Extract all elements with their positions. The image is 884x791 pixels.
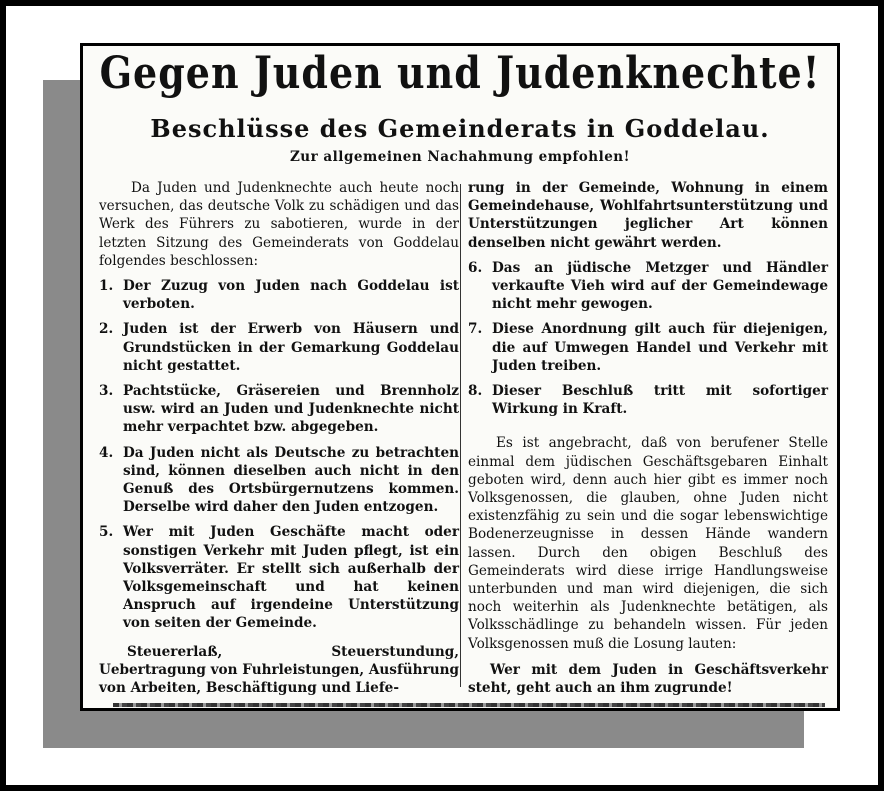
resolution-item <box>99 382 459 437</box>
resolution-item <box>468 382 828 418</box>
resolution-item <box>468 259 828 314</box>
item-text: Dieser Beschluß tritt mit sofortiger Wirkung in Kraft. <box>492 383 828 418</box>
item-number: 8. <box>468 383 483 400</box>
closing-motto: Wer mit dem Juden in Geschäftsverkehr steht, geht auch an ihm zugrunde! <box>468 661 828 697</box>
item-text: Diese Anordnung gilt auch für diejenigen, die auf Umwegen Handel und Verkehr mit Juden treiben. <box>492 321 828 374</box>
item-text: Da Juden nicht als Deutsche zu betrachten sind, können dieselben auch nicht in den Genuß des Ortsbürgernutzens kommen. Derselbe wird daher den Juden entzogen. <box>123 444 459 516</box>
item-number: 6. <box>468 259 483 276</box>
resolution-item <box>99 444 459 517</box>
item5-continuation-end: rung in der Gemeinde, Wohnung in einem Gemeindehause, Wohlfahrtsunterstützung und Unterstützungen jeglicher Art können denselben nicht gewährt werden. <box>468 180 828 251</box>
resolution-item <box>99 320 459 375</box>
item-text: Juden ist der Erwerb von Häusern und Grundstücken in der Gemarkung Goddelau nicht gestattet. <box>123 321 459 374</box>
resolution-item <box>99 277 459 313</box>
tagline: Zur allgemeinen Nachahmung empfohlen! <box>289 149 631 165</box>
item-text: Das an jüdische Metzger und Händler verkaufte Vieh wird auf der Gemeindewage nicht mehr gewogen. <box>492 259 828 313</box>
item-number: 3. <box>99 383 114 400</box>
torn-bottom-edge <box>113 703 825 707</box>
item-text: Der Zuzug von Juden nach Goddelau ist verboten. <box>123 278 459 313</box>
column-divider <box>460 184 461 687</box>
headline: Gegen Juden und Judenknechte! <box>99 46 821 99</box>
intro-paragraph: Da Juden und Judenknechte auch heute noch versuchen, das deutsche Volk zu schädigen und das Werk des Führers zu sabotieren, wurde in der letzten Sitzung des Gemeinderats von Goddelau folgendes beschlossen: <box>99 180 459 269</box>
item-text: Pachtstücke, Gräsereien und Brennholz usw. wird an Juden und Judenknechte nicht mehr verpachtet bzw. abgegeben. <box>123 383 459 436</box>
right-column <box>468 179 828 697</box>
commentary-paragraph: Es ist angebracht, daß von berufener Stelle einmal dem jüdischen Geschäftsgebaren Einhalt geboten wird, denn auch hier gibt es immer noch Volksgenossen, die glauben, ohne Juden nicht existenzfähig zu sein und die sogar lebenswichtige Bodenerzeugnisse in dessen Hände wandern lassen. Durch den obigen Beschluß des Gemeinderats wird diese irrige Handlungsweise unterbunden und man wird diejenigen, die sich noch weiterhin als Judenknechte betätigen, als Volksschädlinge zu behandeln wissen. Für jeden Volksgenossen muß die Losung lauten: <box>468 435 828 652</box>
item-number: 2. <box>99 321 114 338</box>
newspaper-clipping <box>80 43 840 711</box>
left-column <box>99 179 459 697</box>
item-number: 5. <box>99 524 114 541</box>
item5-continuation: Steuererlaß, Steuerstundung, Uebertragung von Fuhrleistungen, Ausführung von Arbeiten, Beschäftigung und Liefe- <box>99 643 459 697</box>
item-number: 7. <box>468 321 483 338</box>
item-number: 1. <box>99 278 114 295</box>
resolution-item <box>468 320 828 375</box>
resolution-item <box>99 523 459 632</box>
item-number: 4. <box>99 444 114 461</box>
item-text: Wer mit Juden Geschäfte macht oder sonstigen Verkehr mit Juden pflegt, ist ein Volksverräter. Er stellt sich außerhalb der Volksgemeinschaft und hat keinen Anspruch auf irgendeine Unterstützung von seiten der Gemeinde. <box>123 524 459 632</box>
subheadline: Beschlüsse des Gemeinderats in Goddelau. <box>150 114 770 143</box>
